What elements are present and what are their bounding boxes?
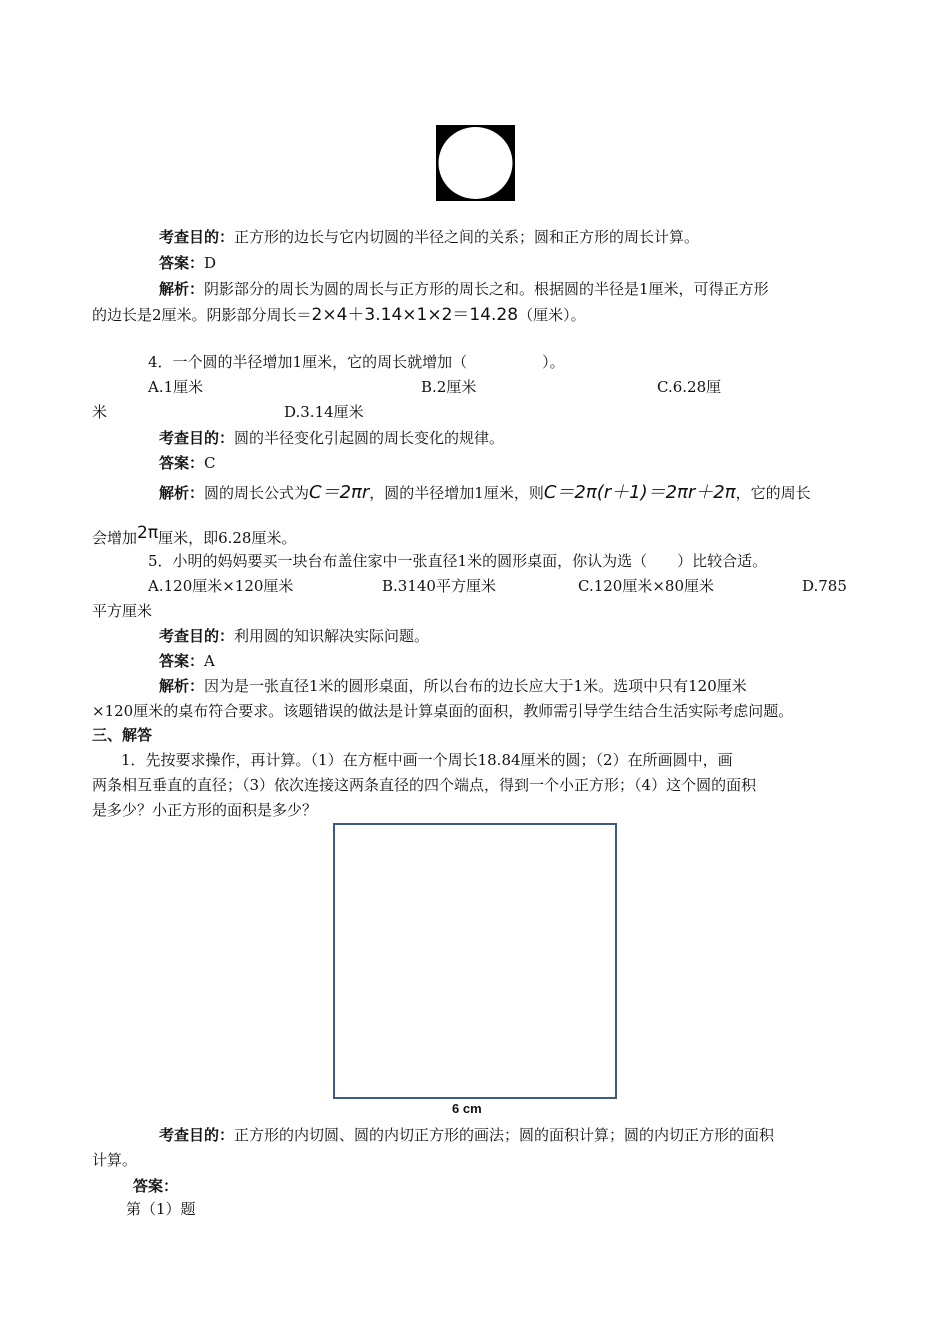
q3-answer-line: [159, 253, 216, 273]
s3-q1-line1: 1．先按要求操作，再计算。（1）在方框中画一个周长18.84厘米的圆；（2）在所画圆中，画: [121, 751, 733, 769]
analysis-text: ，它的周长: [735, 484, 811, 502]
frame-size-label: 6 cm: [452, 1101, 482, 1116]
q5-stem: 5．小明的妈妈要买一块台布盖住家中一张直径1米的圆形桌面，你认为选（ ）比较合适。: [148, 552, 768, 570]
answer-text: A: [204, 652, 215, 670]
q4-answer-line: [159, 453, 216, 473]
q4-stem: 4．一个圆的半径增加1厘米，它的周长就增加（ ）。: [148, 353, 565, 371]
answer-label: 答案：: [159, 254, 205, 272]
answer-text: C: [204, 454, 216, 472]
perimeter-formula: 2×4＋3.14×1×2＝14.28: [311, 305, 519, 325]
purpose-label: 考查目的：: [159, 1126, 235, 1144]
q5-answer-line: [159, 651, 215, 671]
square-circle-figure: [436, 125, 515, 201]
two-pi-formula: 2π: [137, 523, 159, 543]
q5-analysis-line1: [159, 676, 747, 696]
q4-analysis-line1: [159, 483, 811, 503]
s3-sub1: 第（1）题: [126, 1200, 196, 1218]
q5-option-d: D.785: [802, 577, 847, 595]
section-heading: 三、解答: [92, 726, 153, 744]
analysis-text: 因为是一张直径1米的圆形桌面，所以台布的边长应大于1米。选项中只有120厘米: [204, 677, 747, 695]
analysis-text: 会增加: [92, 529, 138, 547]
q4-purpose-line: [159, 428, 504, 448]
q5-option-b: B.3140平方厘米: [382, 577, 496, 595]
analysis-label: 解析：: [159, 280, 205, 298]
purpose-text: 利用圆的知识解决实际问题。: [234, 627, 430, 645]
analysis-text: 厘米，即6.28厘米。: [158, 529, 297, 547]
purpose-text: 圆的半径变化引起圆的周长变化的规律。: [234, 429, 505, 447]
purpose-label: 考查目的：: [159, 228, 235, 246]
q3-analysis-line1: [159, 279, 769, 299]
q3-purpose-line: [159, 227, 699, 247]
s3-purpose-line1: [159, 1125, 774, 1145]
analysis-label: 解析：: [159, 677, 205, 695]
s3-purpose-line2: 计算。: [92, 1151, 138, 1169]
analysis-text: ，圆的半径增加1厘米，则: [369, 484, 544, 502]
q4-option-a: A.1厘米: [148, 378, 204, 396]
analysis-text: 阴影部分的周长为圆的周长与正方形的周长之和。根据圆的半径是1厘米，可得正方形: [204, 280, 769, 298]
analysis-text: （厘米）。: [518, 306, 586, 324]
q4-option-c-tail: 米: [92, 403, 108, 421]
q5-purpose-line: [159, 626, 429, 646]
analysis-text: 的边长是2厘米。阴影部分周长＝: [92, 306, 312, 324]
answer-text: D: [204, 254, 217, 272]
q4-option-c: C.6.28厘: [657, 378, 722, 396]
white-inscribed-circle: [439, 127, 513, 199]
answer-label: 答案：: [159, 454, 205, 472]
s3-answer-label: 答案：: [133, 1177, 179, 1195]
analysis-label: 解析：: [159, 484, 205, 502]
purpose-label: 考查目的：: [159, 429, 235, 447]
q4-analysis-line2: [92, 523, 297, 548]
q5-analysis-line2: ×120厘米的桌布符合要求。该题错误的做法是计算桌面的面积，教师需引导学生结合生活实际考虑问题。: [92, 702, 794, 720]
circumference-formula: C＝2πr: [309, 482, 370, 503]
q5-option-c: C.120厘米×80厘米: [578, 577, 714, 595]
analysis-text: 圆的周长公式为: [204, 484, 310, 502]
purpose-text: 正方形的边长与它内切圆的半径之间的关系；圆和正方形的周长计算。: [234, 228, 700, 246]
q4-option-b: B.2厘米: [421, 378, 477, 396]
q4-option-d: D.3.14厘米: [284, 403, 364, 421]
q5-option-d-tail: 平方厘米: [92, 602, 153, 620]
s3-q1-line2: 两条相互垂直的直径；（3）依次连接这两条直径的四个端点，得到一个小正方形；（4）这个圆的面积: [92, 776, 757, 794]
drawing-frame: [333, 823, 617, 1099]
purpose-label: 考查目的：: [159, 627, 235, 645]
purpose-text: 正方形的内切圆、圆的内切正方形的画法；圆的面积计算；圆的内切正方形的面积: [234, 1126, 775, 1144]
expanded-formula: C＝2π(r＋1)＝2πr＋2π: [543, 482, 736, 503]
s3-q1-line3: 是多少？小正方形的面积是多少？: [92, 801, 318, 819]
q5-option-a: A.120厘米×120厘米: [148, 577, 294, 595]
q3-analysis-line2: [92, 305, 586, 325]
answer-label: 答案：: [159, 652, 205, 670]
